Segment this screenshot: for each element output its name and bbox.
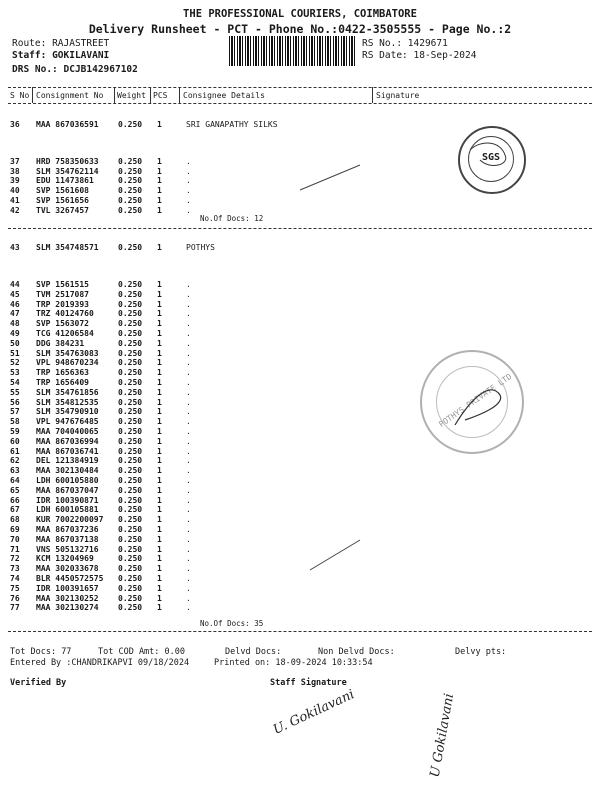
row-consignment-no: SLM 354790910 [36, 407, 99, 417]
row-consignee: . [186, 280, 191, 289]
row-consignee: . [186, 309, 191, 319]
row-sno: 64 [10, 476, 20, 485]
row-consignee: . [186, 176, 191, 186]
row-weight: 0.250 [118, 387, 143, 397]
consignee-name: POTHYS [186, 243, 215, 252]
company-name: THE PROFESSIONAL COURIERS, COIMBATORE [183, 8, 417, 20]
row-pcs: 1 [157, 456, 162, 466]
row-weight: 0.250 [118, 176, 143, 186]
row-consignee: . [186, 485, 191, 495]
runsheet-title: Delivery Runsheet - PCT - Phone No.:0422-3505555 - Page No.:2 [88, 22, 512, 36]
row-sno: 55 [10, 387, 20, 397]
row-pcs: 1 [157, 417, 162, 427]
row-sno: 37 [10, 157, 20, 166]
row-sno: 70 [10, 534, 20, 544]
row-consignee: . [186, 495, 191, 505]
row-consignment-no: MAA 867037236 [36, 525, 99, 534]
row-consignee: . [186, 407, 191, 417]
row-weight: 0.250 [118, 329, 143, 338]
staff-value: GOKILAVANI [52, 50, 110, 61]
row-pcs: 1 [157, 157, 162, 166]
row-sno: 77 [10, 603, 20, 613]
row-sno: 65 [10, 485, 20, 495]
group-doc-count: No.Of Docs: 12 [200, 214, 264, 223]
row-pcs: 1 [157, 534, 162, 544]
row-weight: 0.250 [118, 485, 143, 495]
row-consignee: . [186, 157, 191, 166]
row-consignee: . [186, 564, 191, 574]
row-sno: 76 [10, 593, 20, 603]
row-pcs: 1 [157, 338, 162, 348]
row-weight: 0.250 [118, 338, 143, 348]
row-consignment-no: IDR 100391657 [36, 583, 99, 593]
row-sno: 59 [10, 427, 20, 436]
row-consignment-no: SLM 354812535 [36, 397, 99, 407]
row-consignment-no: MAA 704040065 [36, 427, 99, 436]
row-weight: 0.250 [118, 564, 143, 574]
row-consignment-no: MAA 867036591 [36, 120, 99, 129]
group-doc-count: No.Of Docs: 35 [200, 619, 264, 628]
row-sno: 74 [10, 574, 20, 583]
row-pcs: 1 [157, 436, 162, 446]
row-weight: 0.250 [118, 534, 143, 544]
rs-date-value: 18-Sep-2024 [413, 50, 477, 61]
row-weight: 0.250 [118, 205, 143, 215]
row-consignment-no: LDH 600105880 [36, 476, 99, 485]
row-consignment-no: TRP 1656409 [36, 378, 89, 387]
row-consignee: . [186, 329, 191, 338]
row-weight: 0.250 [118, 427, 143, 436]
row-pcs: 1 [157, 476, 162, 485]
verifier-handwritten-signature: U Gokilavani [427, 692, 458, 779]
row-pcs: 1 [157, 544, 162, 554]
company-seal-icon: SGS [458, 126, 526, 194]
row-consignee: . [186, 544, 191, 554]
row-consignee: . [186, 348, 191, 358]
row-pcs: 1 [157, 574, 162, 583]
row-weight: 0.250 [118, 505, 143, 515]
row-pcs: 1 [157, 603, 162, 613]
route-label: Route: [12, 38, 47, 49]
row-consignee: . [186, 427, 191, 436]
row-consignee: . [186, 574, 191, 583]
row-sno: 58 [10, 417, 20, 427]
row-weight: 0.250 [118, 515, 143, 525]
row-weight: 0.250 [118, 574, 143, 583]
row-weight: 0.250 [118, 358, 143, 368]
row-consignment-no: HRD 758350633 [36, 157, 99, 166]
row-consignment-no: VPL 947676485 [36, 417, 99, 427]
row-consignment-no: IDR 100390871 [36, 495, 99, 505]
verified-by-label: Verified By [10, 678, 67, 688]
row-consignee: . [186, 338, 191, 348]
row-pcs: 1 [157, 495, 162, 505]
row-weight: 0.250 [118, 378, 143, 387]
rs-date-label: RS Date: [362, 50, 408, 61]
row-consignment-no: KUR 7002200097 [36, 515, 104, 525]
row-sno: 42 [10, 205, 20, 215]
row-consignment-no: EDU 11473861 [36, 176, 94, 186]
printed-on: Printed on: 18-09-2024 10:33:54 [214, 658, 373, 668]
row-consignment-no: SVP 1561656 [36, 195, 89, 205]
row-consignment-no: MAA 867036994 [36, 436, 99, 446]
row-weight: 0.250 [118, 166, 143, 176]
row-pcs: 1 [157, 466, 162, 476]
row-pcs: 1 [157, 387, 162, 397]
row-pcs: 1 [157, 195, 162, 205]
row-weight: 0.250 [118, 544, 143, 554]
row-weight: 0.250 [118, 368, 143, 378]
row-sno: 40 [10, 186, 20, 196]
row-sno: 75 [10, 583, 20, 593]
row-consignment-no: MAA 302130484 [36, 466, 99, 476]
row-pcs: 1 [157, 515, 162, 525]
row-sno: 44 [10, 280, 20, 289]
row-weight: 0.250 [118, 120, 143, 129]
row-consignment-no: TRP 2019393 [36, 299, 89, 309]
row-consignee: . [186, 515, 191, 525]
row-consignee: . [186, 289, 191, 299]
row-pcs: 1 [157, 593, 162, 603]
row-consignment-no: TRZ 40124760 [36, 309, 94, 319]
row-pcs: 1 [157, 205, 162, 215]
col-header-sno: S No [10, 91, 30, 100]
row-consignee: . [186, 319, 191, 329]
row-pcs: 1 [157, 243, 162, 252]
row-weight: 0.250 [118, 583, 143, 593]
rs-no-value: 1429671 [407, 38, 448, 49]
row-pcs: 1 [157, 378, 162, 387]
pothys-seal-icon: POTHYS PRIVATE LTD [420, 350, 524, 454]
row-sno: 62 [10, 456, 20, 466]
row-consignment-no: KCM 13204969 [36, 554, 94, 564]
row-pcs: 1 [157, 427, 162, 436]
row-pcs: 1 [157, 564, 162, 574]
row-consignment-no: MAA 302130252 [36, 593, 99, 603]
row-weight: 0.250 [118, 157, 143, 166]
row-consignee: . [186, 525, 191, 534]
staff-signature-label: Staff Signature [270, 678, 347, 688]
row-pcs: 1 [157, 166, 162, 176]
row-consignment-no: DDG 384231 [36, 338, 85, 348]
row-consignee: . [186, 378, 191, 387]
row-sno: 46 [10, 299, 20, 309]
row-consignment-no: SLM 354748571 [36, 243, 99, 252]
row-sno: 47 [10, 309, 20, 319]
row-weight: 0.250 [118, 593, 143, 603]
col-header-consignee: Consignee Details [183, 91, 265, 100]
col-header-signature: Signature [376, 91, 420, 100]
drs-value: DCJB142967102 [63, 64, 138, 75]
row-sno: 36 [10, 120, 20, 129]
row-consignee: . [186, 436, 191, 446]
row-consignee: . [186, 195, 191, 205]
row-consignment-no: MAA 302130274 [36, 603, 99, 613]
row-sno: 49 [10, 329, 20, 338]
row-consignment-no: SLM 354762114 [36, 166, 99, 176]
row-sno: 41 [10, 195, 20, 205]
staff-label: Staff: [12, 50, 47, 61]
row-consignee: . [186, 299, 191, 309]
row-pcs: 1 [157, 329, 162, 338]
row-pcs: 1 [157, 176, 162, 186]
row-sno: 68 [10, 515, 20, 525]
row-sno: 53 [10, 368, 20, 378]
row-consignee: . [186, 397, 191, 407]
row-consignment-no: SLM 354761856 [36, 387, 99, 397]
row-consignment-no: SVP 1563072 [36, 319, 89, 329]
row-consignment-no: SVP 1561515 [36, 280, 89, 289]
row-weight: 0.250 [118, 446, 143, 456]
row-sno: 38 [10, 166, 20, 176]
row-pcs: 1 [157, 485, 162, 495]
row-pcs: 1 [157, 186, 162, 196]
row-consignment-no: BLR 4450572575 [36, 574, 104, 583]
row-sno: 66 [10, 495, 20, 505]
row-sno: 72 [10, 554, 20, 564]
row-sno: 60 [10, 436, 20, 446]
row-consignee: . [186, 368, 191, 378]
entered-by: Entered By :CHANDRIKAPVI 09/18/2024 [10, 658, 190, 668]
row-sno: 45 [10, 289, 20, 299]
row-consignment-no: VPL 948670234 [36, 358, 99, 368]
row-consignment-no: SLM 354763083 [36, 348, 99, 358]
row-consignee: . [186, 505, 191, 515]
row-pcs: 1 [157, 309, 162, 319]
row-consignee: . [186, 476, 191, 485]
row-consignee: . [186, 387, 191, 397]
row-weight: 0.250 [118, 407, 143, 417]
row-pcs: 1 [157, 505, 162, 515]
row-consignee: . [186, 603, 191, 613]
row-weight: 0.250 [118, 525, 143, 534]
row-pcs: 1 [157, 397, 162, 407]
row-sno: 52 [10, 358, 20, 368]
row-pcs: 1 [157, 280, 162, 289]
total-cod: Tot COD Amt: 0.00 [98, 647, 186, 657]
row-weight: 0.250 [118, 554, 143, 564]
row-weight: 0.250 [118, 280, 143, 289]
row-pcs: 1 [157, 289, 162, 299]
row-consignee: . [186, 583, 191, 593]
col-header-consignment: Consignment No [36, 91, 104, 100]
row-consignment-no: LDH 600105881 [36, 505, 99, 515]
row-consignment-no: TRP 1656363 [36, 368, 89, 378]
row-consignment-no: MAA 867036741 [36, 446, 99, 456]
row-sno: 56 [10, 397, 20, 407]
row-weight: 0.250 [118, 243, 143, 252]
row-weight: 0.250 [118, 466, 143, 476]
delivered-docs-label: Delvd Docs: [225, 647, 282, 657]
row-consignment-no: TVM 2517087 [36, 289, 89, 299]
row-pcs: 1 [157, 368, 162, 378]
row-consignment-no: DEL 121384919 [36, 456, 99, 466]
row-pcs: 1 [157, 299, 162, 309]
staff-handwritten-signature: U. Gokilavani [270, 687, 357, 738]
row-weight: 0.250 [118, 456, 143, 466]
row-consignment-no: TVL 3267457 [36, 205, 89, 215]
row-sno: 67 [10, 505, 20, 515]
non-delivered-docs-label: Non Delvd Docs: [318, 647, 395, 657]
consignee-name: SRI GANAPATHY SILKS [186, 120, 278, 129]
row-sno: 48 [10, 319, 20, 329]
row-weight: 0.250 [118, 299, 143, 309]
row-sno: 63 [10, 466, 20, 476]
row-weight: 0.250 [118, 603, 143, 613]
row-consignee: . [186, 466, 191, 476]
row-sno: 61 [10, 446, 20, 456]
drs-label: DRS No.: [12, 64, 58, 75]
row-pcs: 1 [157, 319, 162, 329]
row-pcs: 1 [157, 348, 162, 358]
row-sno: 43 [10, 243, 20, 252]
row-consignment-no: MAA 302033678 [36, 564, 99, 574]
row-sno: 73 [10, 564, 20, 574]
row-consignee: . [186, 456, 191, 466]
row-weight: 0.250 [118, 495, 143, 505]
row-weight: 0.250 [118, 397, 143, 407]
row-pcs: 1 [157, 583, 162, 593]
row-consignment-no: TCG 41206584 [36, 329, 94, 338]
row-consignee: . [186, 205, 191, 215]
row-consignee: . [186, 593, 191, 603]
row-sno: 69 [10, 525, 20, 534]
row-consignee: . [186, 534, 191, 544]
rs-no-label: RS No.: [362, 38, 403, 49]
row-pcs: 1 [157, 120, 162, 129]
row-pcs: 1 [157, 554, 162, 564]
row-sno: 50 [10, 338, 20, 348]
row-sno: 51 [10, 348, 20, 358]
row-consignee: . [186, 166, 191, 176]
row-sno: 39 [10, 176, 20, 186]
row-pcs: 1 [157, 446, 162, 456]
row-consignee: . [186, 417, 191, 427]
row-weight: 0.250 [118, 436, 143, 446]
row-weight: 0.250 [118, 309, 143, 319]
row-consignment-no: MAA 867037138 [36, 534, 99, 544]
row-weight: 0.250 [118, 476, 143, 485]
col-header-weight: Weight [117, 91, 146, 100]
row-consignee: . [186, 186, 191, 196]
row-weight: 0.250 [118, 319, 143, 329]
row-consignment-no: MAA 867037047 [36, 485, 99, 495]
row-sno: 54 [10, 378, 20, 387]
row-sno: 57 [10, 407, 20, 417]
row-weight: 0.250 [118, 348, 143, 358]
row-consignee: . [186, 446, 191, 456]
row-weight: 0.250 [118, 195, 143, 205]
row-consignment-no: VNS 505132716 [36, 544, 99, 554]
row-consignment-no: SVP 1561608 [36, 186, 89, 196]
delivery-points-label: Delvy pts: [455, 647, 507, 657]
row-weight: 0.250 [118, 289, 143, 299]
row-pcs: 1 [157, 407, 162, 417]
row-consignee: . [186, 358, 191, 368]
row-sno: 71 [10, 544, 20, 554]
row-weight: 0.250 [118, 417, 143, 427]
row-pcs: 1 [157, 525, 162, 534]
route-value: RAJASTREET [52, 38, 110, 49]
row-pcs: 1 [157, 358, 162, 368]
row-weight: 0.250 [118, 186, 143, 196]
row-consignee: . [186, 554, 191, 564]
col-header-pcs: PCS [153, 91, 168, 100]
total-docs: Tot Docs: 77 [10, 647, 72, 657]
